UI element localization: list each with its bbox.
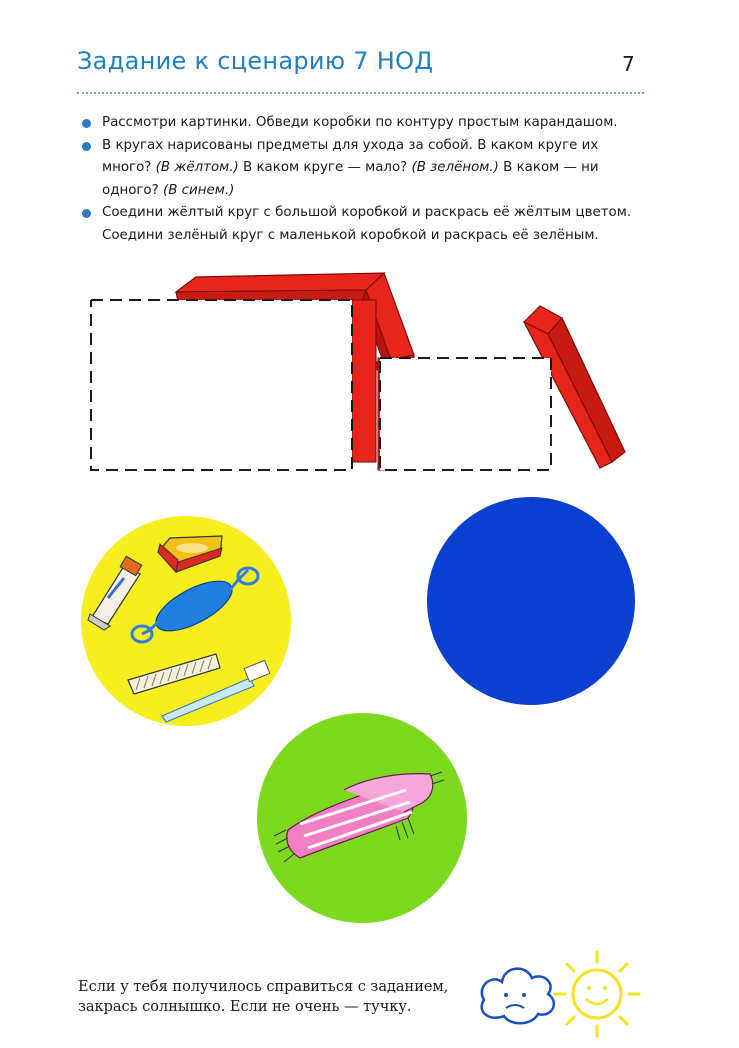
answer-text: (В зелёном.) bbox=[411, 160, 499, 175]
page-number: 7 bbox=[622, 52, 635, 76]
footer-instruction bbox=[78, 977, 478, 1017]
small-box[interactable] bbox=[378, 306, 625, 470]
instruction-text: Рассмотри картинки. Обведи коробки по контуру простым карандашом. bbox=[102, 115, 618, 130]
sun-icon[interactable] bbox=[555, 952, 639, 1036]
yellow-circle[interactable] bbox=[81, 516, 291, 726]
blue-circle[interactable] bbox=[427, 497, 635, 705]
instruction-text: Соедини жёлтый круг с большой коробкой и раскрась её жёлтым цветом. Соедини зелёный круг с маленькой коробкой и раскрась её зелёным. bbox=[102, 205, 632, 243]
big-box[interactable] bbox=[91, 273, 414, 470]
instruction-text: В каком — ни одного? bbox=[102, 160, 599, 198]
instruction-text: В каком круге — мало? bbox=[238, 160, 412, 175]
answer-text: (В синем.) bbox=[163, 182, 235, 198]
page-title: Задание к сценарию 7 НОД bbox=[77, 47, 434, 75]
answer-text: (В жёлтом.) bbox=[155, 160, 239, 175]
footer-line: закрась солнышко. Если не очень — тучку. bbox=[78, 999, 412, 1015]
cloud-icon[interactable] bbox=[482, 969, 554, 1024]
footer-line: Если у тебя получилось справиться с заданием, bbox=[78, 979, 449, 995]
instruction-text: В кругах нарисованы предметы для ухода за собой. В каком круге их много? bbox=[102, 137, 599, 175]
green-circle[interactable] bbox=[257, 713, 467, 923]
